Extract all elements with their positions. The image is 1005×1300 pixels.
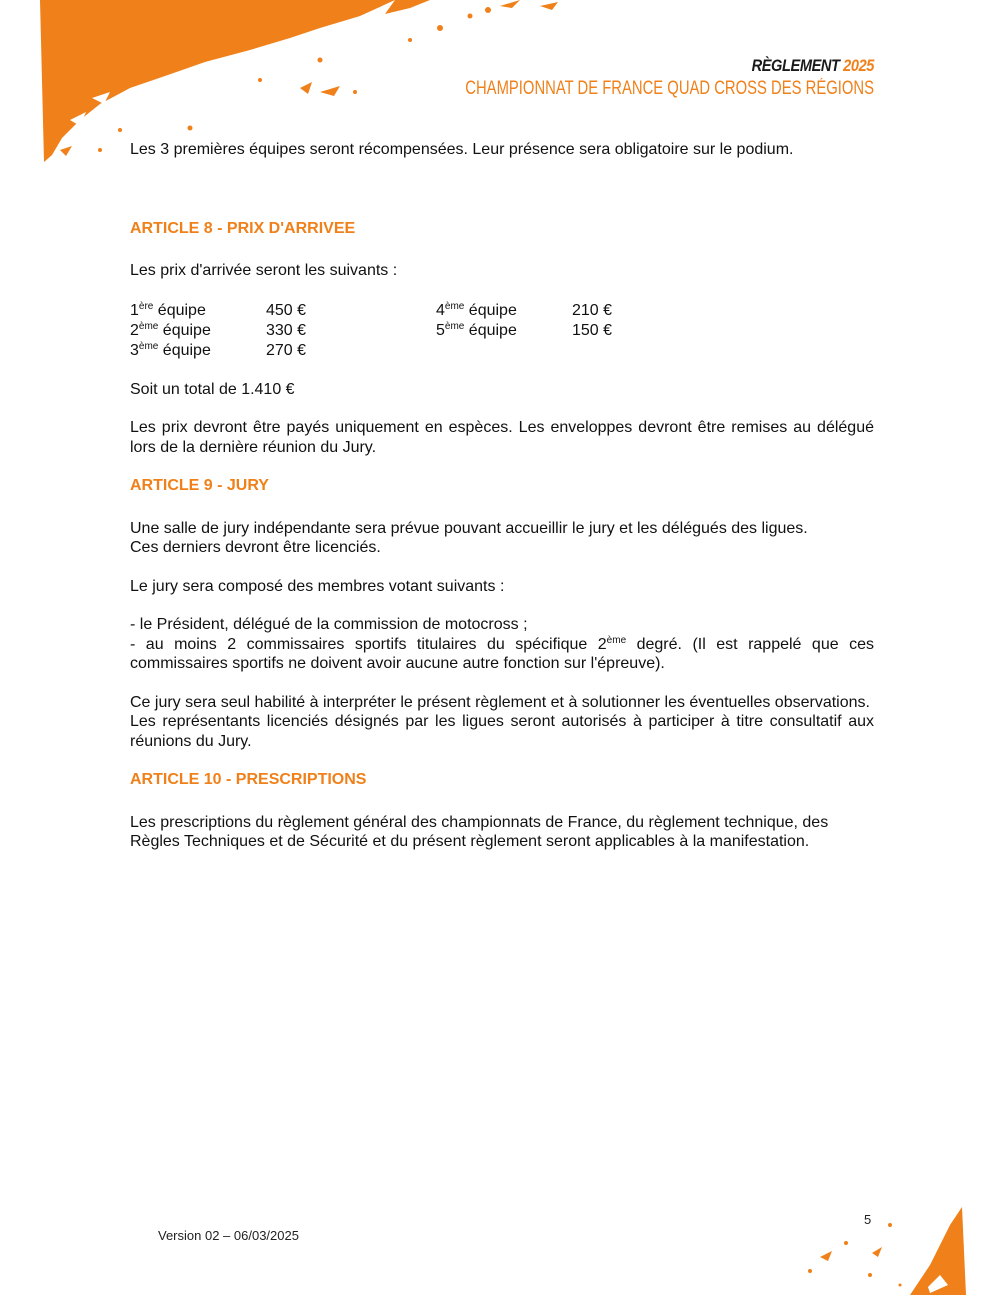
prize-total: Soit un total de 1.410 €: [130, 380, 295, 398]
document-body: [130, 140, 874, 852]
header-title: [423, 55, 874, 77]
prize-amount: 210 €: [572, 301, 613, 319]
page-number: 5: [864, 1212, 872, 1227]
jury-room-line-1: Une salle de jury indépendante sera prévue pouvant accueillir le jury et les délégués des ligues.: [130, 519, 808, 537]
header-title-year: 2025: [843, 56, 874, 75]
prize-amount: 150 €: [572, 321, 613, 339]
article-8-intro: Les prix d'arrivée seront les suivants :: [130, 262, 398, 279]
prize-rank: 1ère équipe: [130, 300, 206, 319]
orange-splash-decoration-bottom: [790, 1195, 970, 1300]
prize-row: [130, 341, 874, 361]
prize-table: [130, 301, 874, 361]
header-subtitle: CHAMPIONNAT DE FRANCE QUAD CROSS DES RÉGIONS: [465, 78, 874, 99]
payment-paragraph: Les prix devront être payés uniquement en espèces. Les enveloppes devront être remises au délégué lors de la dernière réunion du Jury.: [130, 419, 874, 456]
jury-member-item: - au moins 2 commissaires sportifs titulaires du spécifique 2ème degré. (Il est rappelé que ces commissaires sportifs ne doivent avoir aucune autre fonction sur l'épreuve).: [130, 634, 874, 672]
prize-rank: 5ème équipe: [436, 320, 517, 339]
prize-row: [130, 301, 874, 321]
prize-rank: 3ème équipe: [130, 340, 211, 359]
header-title-word: RÈGLEMENT: [751, 56, 840, 75]
article-8-heading: ARTICLE 8 - PRIX D'ARRIVEE: [130, 219, 356, 237]
prescriptions-paragraph: Les prescriptions du règlement général des championnats de France, du règlement technique, des Règles Techniques et de Sécurité et du présent règlement seront applicables à la manifestation.: [130, 813, 829, 850]
document-header: [350, 55, 874, 101]
article-9-heading: ARTICLE 9 - JURY: [130, 477, 269, 494]
prize-row: [130, 321, 874, 341]
prize-amount: 450 €: [266, 301, 307, 319]
prize-rank: 4ème équipe: [436, 300, 517, 319]
prize-rank: 2ème équipe: [130, 320, 211, 339]
jury-room-line-2: Ces derniers devront être licenciés.: [130, 539, 381, 556]
prize-amount: 270 €: [266, 341, 307, 359]
article-10-heading: ARTICLE 10 - PRESCRIPTIONS: [130, 771, 367, 788]
jury-authority-paragraph: Ce jury sera seul habilité à interpréter le présent règlement et à solutionner les éventuelles observations.: [130, 693, 870, 711]
intro-paragraph: Les 3 premières équipes seront récompensées. Leur présence sera obligatoire sur le podium.: [130, 141, 794, 158]
prize-amount: 330 €: [266, 321, 307, 339]
league-representatives-paragraph: Les représentants licenciés désignés par les ligues seront autorisés à participer à titre consultatif aux réunions du Jury.: [130, 713, 874, 750]
jury-composition-intro: Le jury sera composé des membres votant suivants :: [130, 577, 505, 595]
jury-member-item: - le Président, délégué de la commission de motocross ;: [130, 616, 528, 633]
footer-version: Version 02 – 06/03/2025: [158, 1228, 299, 1243]
